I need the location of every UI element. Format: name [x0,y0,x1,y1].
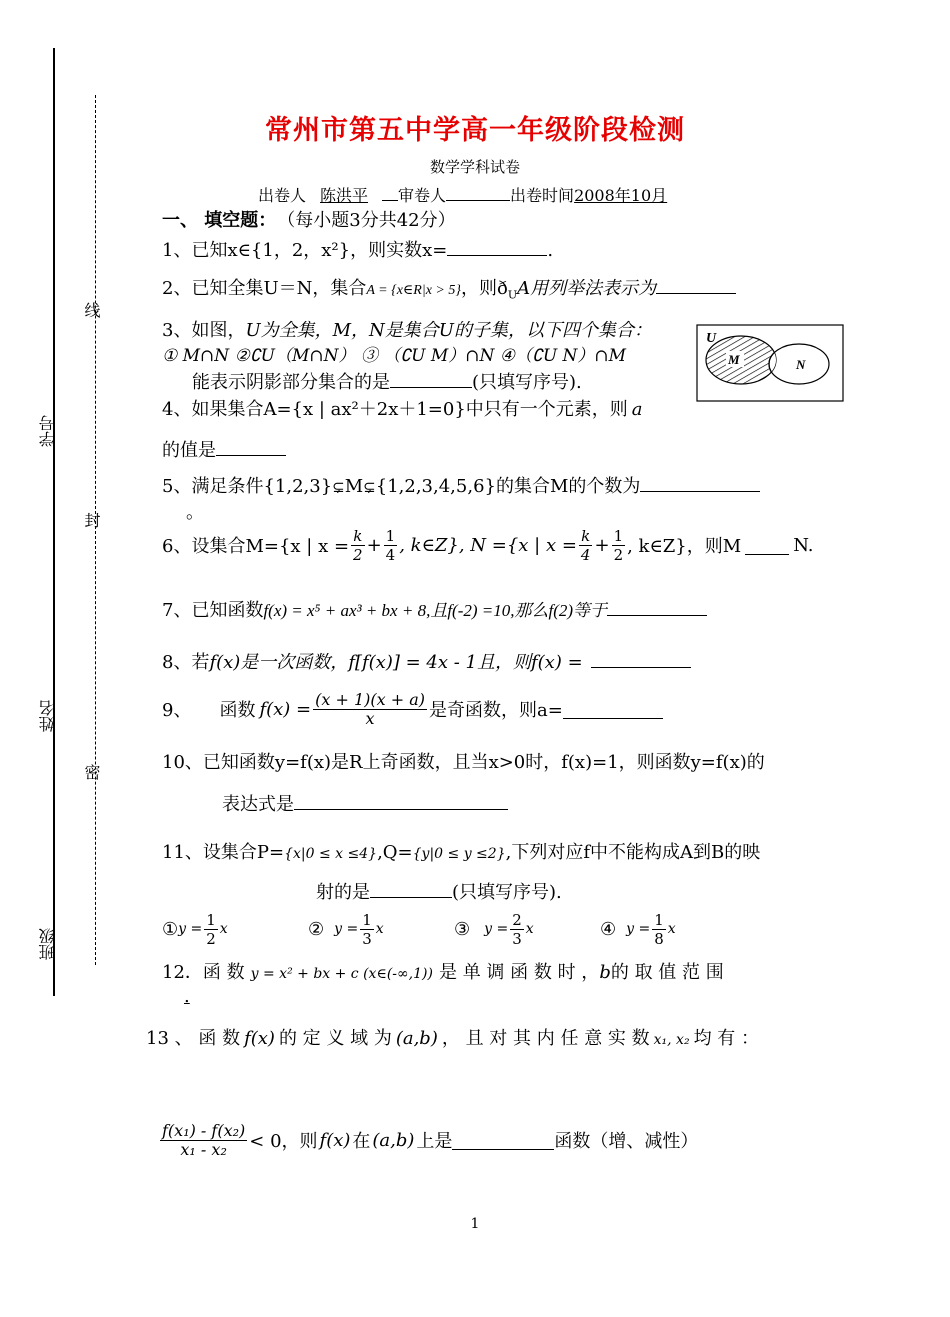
question-5: 5、满足条件{1,2,3}⊊M⊊{1,2,3,4,5,6}的集合M的个数为 [162,472,760,498]
question-3-options: ① M∩N ②∁U（M∩N） ③ （∁U M）∩N ④（∁U N）∩M [162,346,627,366]
question-11-options [162,906,676,952]
option-2: ② y = $\frac{1}{3}$ x [308,910,384,948]
question-10: 10、已知函数y=f(x)是R上奇函数，且当x>0时，f(x)=1，则函数y=f(x)的 [162,752,765,773]
binding-dashed-line [95,95,96,965]
question-3-answer: 能表示阴影部分集合的是 (只填写序号). [192,368,582,394]
question-6: 6、设集合M={x | x = $\frac{k}{2}$ + $\frac{1}{4}$ , k∈Z}, N ={x | x = $\frac{k}{4}$ + $\frac{1}{2}$ , k∈Z}，则M N. [162,526,814,564]
option-1: ① y = $\frac{1}{2}$ x [162,910,228,948]
section-heading: 一、 填空题： （每小题3分共42分） [162,210,456,231]
option-4: ④ y = $\frac{1}{8}$ x [600,910,676,948]
venn-label-u: U [706,331,717,346]
question-2: 2、已知全集U＝N，集合A = {x∈R|x > 5}，则$ð_UA$用列举法表示为 [162,274,736,302]
question-11: 11、设集合P={x|0 ≤ x ≤4},Q={y|0 ≤ y ≤2},下列对应f中不能构成A到B的映 [162,842,761,863]
name-label: 姓名 [38,700,57,732]
venn-diagram [696,324,846,404]
venn-label-m: M [728,352,740,367]
question-12: 12．函 数 y = x² + bx + c (x∈(-∞,1)) 是 单 调 函 数 时 ，b的 取 值 范 围 [162,962,724,983]
question-12-end: . [184,986,190,1007]
question-5-end: 。 [186,502,204,523]
venn-label-n: N [796,357,806,372]
binding-xian: 线 [82,302,101,318]
question-13-cont: $\frac{\text{f(x₁) - f(x₂)}}{\text{x₁ - x₂}}$ < 0，则 f(x) 在 (a,b) 上是 函数（增、减性） [162,1120,699,1159]
student-id-label: 学号 [38,415,57,447]
question-13: 13 、 函 数 f(x) 的 定 义 域 为 (a,b) ， 且 对 其 内 任 意 实 数 x₁, x₂ 均 有 ： [146,1028,760,1049]
question-4: 4、如果集合A={x | ax²＋2x＋1=0}中只有一个元素，则 a [162,399,643,420]
question-9: 9、 函数 f(x) = $\frac{(x + 1)(x + a)}{x}$ 是奇函数，则a= [162,684,663,734]
binding-solid-line [53,48,55,996]
option-3: ③ y = $\frac{2}{3}$ x [454,910,534,948]
author-line: 出卷人 陈洪平 审卷人 出卷时间2008年10月 [258,182,667,206]
question-11-cont: 射的是 (只填写序号). [316,878,562,904]
subject-subtitle: 数学学科试卷 [429,158,520,176]
question-3-stem: 3、如图，U为全集，M，N是集合U的子集，以下四个集合： [162,320,652,341]
class-label: 班级 [38,928,57,960]
question-7: 7、已知函数f(x) = x⁵ + ax³ + bx + 8,且f(-2) =10,那么f(2)等于 [162,596,707,622]
page-title: 常州市第五中学高一年级阶段检测 [265,115,685,146]
question-8: 8、若f(x)是一次函数，f[f(x)] = 4x - 1且，则f(x) = [162,648,691,674]
binding-mi: 密 [82,764,101,780]
question-1: 1、已知x∈{1，2，x²}，则实数x= . [162,236,553,262]
binding-feng: 封 [82,512,101,528]
question-10-cont: 表达式是 [222,790,508,816]
page-number: 1 [470,1216,480,1232]
question-4-cont: 的值是 [162,436,286,462]
